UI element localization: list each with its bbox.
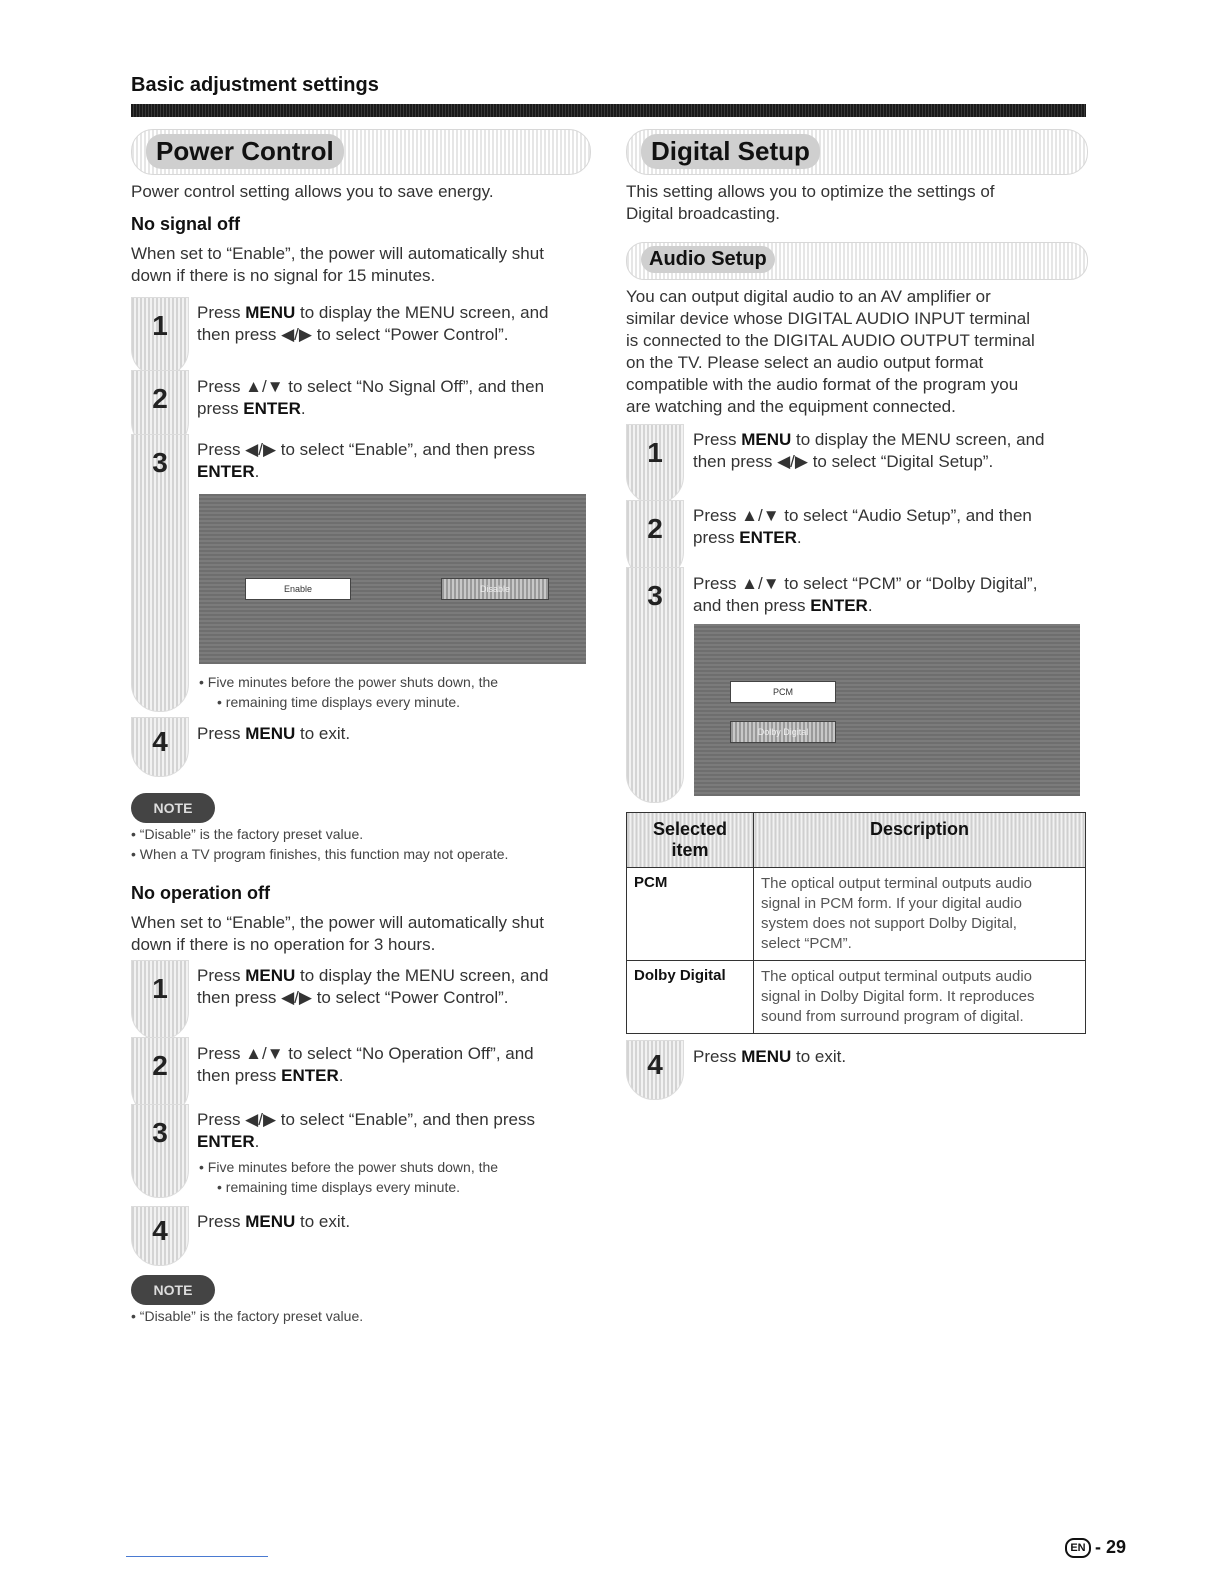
- step-text: Press MENU to display the MENU screen, and then press ◀/▶ to select “Power Control”.: [197, 303, 549, 344]
- bullet-item: • Five minutes before the power shuts down, the: [199, 1157, 498, 1177]
- step-number-badge: 3: [131, 434, 189, 712]
- step-text: Press ▲/▼ to select “Audio Setup”, and then press ENTER.: [693, 506, 1032, 547]
- bullet-continuation: • remaining time displays every minute.: [217, 1177, 460, 1197]
- table-item-cell: Dolby Digital: [627, 961, 754, 1034]
- tv-screen-preview: [694, 624, 1080, 796]
- step-number-badge: 4: [131, 1206, 189, 1266]
- table-header-row: [627, 813, 1086, 868]
- audio-setup-banner: [626, 242, 1088, 280]
- note-badge: NOTE: [131, 1275, 215, 1305]
- no-signal-desc-2: down if there is no signal for 15 minutes.: [131, 266, 436, 285]
- step-number-badge: 1: [131, 297, 189, 377]
- step-text: Press ◀/▶ to select “Enable”, and then press ENTER.: [197, 440, 535, 481]
- menu-option-dolby-digital: Dolby Digital: [730, 721, 836, 743]
- step-text: Press MENU to exit.: [197, 1212, 351, 1231]
- step-number-badge: 4: [626, 1040, 684, 1100]
- table-header-cell: Selected item: [627, 813, 754, 868]
- bullet-item: • Five minutes before the power shuts down, the: [199, 672, 498, 692]
- digital-setup-banner-label: Digital Setup: [641, 134, 820, 169]
- language-badge: EN: [1065, 1538, 1091, 1558]
- table-description-cell: The optical output terminal outputs audio signal in Dolby Digital form. It reproduces sound from surround program of digital.: [754, 961, 1086, 1034]
- step-number-badge: 2: [131, 370, 189, 450]
- note-item: • When a TV program finishes, this function may not operate.: [131, 844, 508, 864]
- header-rule: [131, 104, 1086, 117]
- no-operation-desc-1: When set to “Enable”, the power will automatically shut: [131, 913, 544, 932]
- table-item-cell: PCM: [627, 868, 754, 961]
- no-signal-desc-1: When set to “Enable”, the power will automatically shut: [131, 244, 544, 263]
- tv-screen-preview: [199, 494, 586, 664]
- digital-setup-banner: [626, 129, 1088, 175]
- table-row: [627, 868, 1086, 961]
- no-operation-desc-2: down if there is no operation for 3 hours.: [131, 935, 436, 954]
- note-item: • “Disable” is the factory preset value.: [131, 824, 363, 844]
- step-text: Press ▲/▼ to select “PCM” or “Dolby Digital”, and then press ENTER.: [693, 574, 1038, 615]
- digital-setup-intro-2: Digital broadcasting.: [626, 204, 781, 223]
- power-control-banner: [131, 129, 591, 175]
- page-section-title: Basic adjustment settings: [131, 74, 379, 96]
- step-text: Press MENU to display the MENU screen, and then press ◀/▶ to select “Power Control”.: [197, 966, 549, 1007]
- audio-output-table: [626, 812, 1086, 1034]
- no-operation-heading: No operation off: [131, 883, 270, 903]
- menu-option-pcm: PCM: [730, 681, 836, 703]
- step-text: Press ▲/▼ to select “No Operation Off”, and then press ENTER.: [197, 1044, 534, 1085]
- table-row: [627, 961, 1086, 1034]
- digital-setup-intro-1: This setting allows you to optimize the settings of: [626, 182, 995, 201]
- menu-option-disable: Disable: [441, 578, 549, 600]
- power-control-banner-label: Power Control: [146, 134, 344, 169]
- bullet-continuation: • remaining time displays every minute.: [217, 692, 460, 712]
- step-number-badge: 2: [626, 500, 684, 580]
- page-number: EN - 29: [1065, 1537, 1126, 1558]
- note-badge: NOTE: [131, 793, 215, 823]
- step-number-badge: 3: [131, 1104, 189, 1198]
- table-description-cell: The optical output terminal outputs audio signal in PCM form. If your digital audio system does not support Dolby Digital, select “PCM”.: [754, 868, 1086, 961]
- step-number-badge: 2: [131, 1037, 189, 1117]
- step-text: Press MENU to exit.: [197, 724, 351, 743]
- step-text: Press MENU to display the MENU screen, and then press ◀/▶ to select “Digital Setup”.: [693, 430, 1045, 471]
- audio-setup-paragraph: You can output digital audio to an AV amplifier or similar device whose DIGITAL AUDIO INPUT terminal is connected to the DIGITAL AUDIO OUTPUT terminal on the TV. Please select an audio output format compatible with the audio format of the program you are watching and the equipment connected.: [626, 287, 1035, 416]
- step-text: Press ▲/▼ to select “No Signal Off”, and then press ENTER.: [197, 377, 545, 418]
- step-number-badge: 1: [131, 960, 189, 1040]
- step-number-badge: 4: [131, 717, 189, 777]
- table-header-cell: Description: [754, 813, 1086, 868]
- step-number-badge: 3: [626, 567, 684, 803]
- power-control-intro: Power control setting allows you to save energy.: [131, 182, 494, 201]
- step-number-badge: 1: [626, 424, 684, 504]
- no-signal-heading: No signal off: [131, 214, 240, 234]
- footer-line: [126, 1556, 268, 1557]
- note-item: • “Disable” is the factory preset value.: [131, 1306, 363, 1326]
- step-text: Press MENU to exit.: [693, 1047, 847, 1066]
- audio-setup-banner-label: Audio Setup: [641, 246, 775, 273]
- menu-option-enable: Enable: [245, 578, 351, 600]
- step-text: Press ◀/▶ to select “Enable”, and then press ENTER.: [197, 1110, 535, 1151]
